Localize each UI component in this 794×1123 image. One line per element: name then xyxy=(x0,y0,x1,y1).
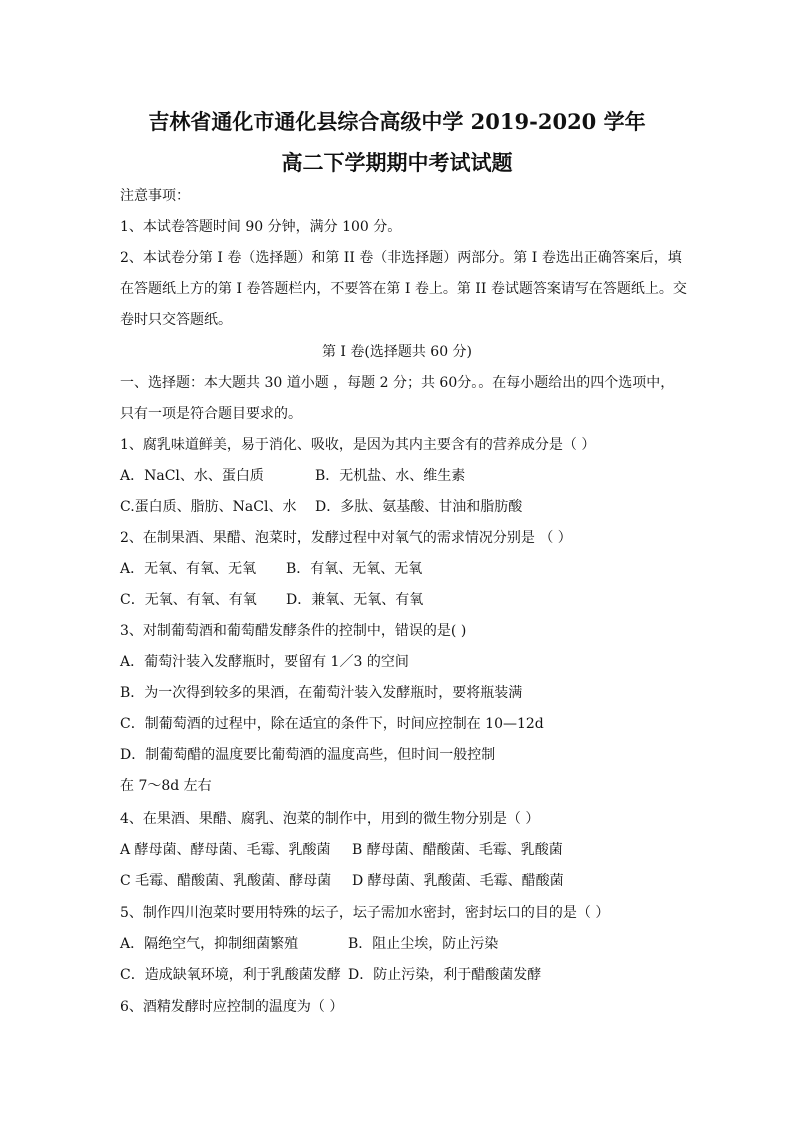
question-2-option-d: D．兼氧、无氧、有氧 xyxy=(286,592,424,608)
notice-item-2-line1: 2、本试卷分第 I 卷（选择题）和第 II 卷（非选择题）两部分。第 I 卷选出正确答案后，填 xyxy=(120,250,682,266)
question-1-options-row2 xyxy=(120,498,700,516)
question-6-stem: 6、酒精发酵时应控制的温度为（ ） xyxy=(120,999,344,1015)
section-title: 第 I 卷(选择题共 60 分) xyxy=(321,344,473,360)
question-2-option-b: B．有氧、无氧、无氧 xyxy=(286,561,423,577)
question-3-option-b: B．为一次得到较多的果酒，在葡萄汁装入发酵瓶时，要将瓶装满 xyxy=(120,685,523,701)
question-4-options-row2 xyxy=(120,872,700,890)
question-3-stem: 3、对制葡萄酒和葡萄醋发酵条件的控制中，错误的是( ) xyxy=(120,623,467,639)
notice-item-2-line2: 在答题纸上方的第 I 卷答题栏内，不要答在第 I 卷上。第 II 卷试题答案请写在答题纸上。交 xyxy=(120,281,687,297)
question-2-option-c: C．无氧、有氧、有氧 xyxy=(120,592,257,608)
question-5-option-a: A．隔绝空气，抑制细菌繁殖 xyxy=(120,936,299,952)
question-4-option-d: D 酵母菌、乳酸菌、毛霉、醋酸菌 xyxy=(352,873,564,889)
question-5-option-c: C．造成缺氧环境，利于乳酸菌发酵 xyxy=(120,967,341,983)
question-4-option-c: C 毛霉、醋酸菌、乳酸菌、酵母菌 xyxy=(120,873,332,889)
question-2-options-row2 xyxy=(120,591,700,609)
question-5-options-row2 xyxy=(120,966,700,984)
question-4-options-row1 xyxy=(120,841,700,859)
question-1-option-b: B．无机盐、水、维生素 xyxy=(315,468,466,484)
question-1-stem: 1、腐乳味道鲜美，易于消化、吸收，是因为其内主要含有的营养成分是（ ） xyxy=(120,437,596,453)
question-4-option-a: A 酵母菌、酵母菌、毛霉、乳酸菌 xyxy=(120,842,331,858)
question-4-stem: 4、在果酒、果醋、腐乳、泡菜的制作中，用到的微生物分别是（ ） xyxy=(120,811,540,827)
section-instruction-line1: 一、选择题：本大题共 30 道小题 ，每题 2 分；共 60分。。在每小题给出的四个选项中， xyxy=(120,375,675,391)
question-3-option-c: C．制葡萄酒的过程中，除在适宜的条件下，时间应控制在 10—12d xyxy=(120,716,544,732)
notice-item-2-line3: 卷时只交答题纸。 xyxy=(120,312,232,328)
question-4-option-b: B 酵母菌、醋酸菌、毛霉、乳酸菌 xyxy=(352,842,563,858)
question-5-stem: 5、制作四川泡菜时要用特殊的坛子，坛子需加水密封，密封坛口的目的是（ ） xyxy=(120,905,610,921)
question-5-options-row1 xyxy=(120,935,700,953)
question-2-stem: 2、在制果酒、果醋、泡菜时，发酵过程中对氧气的需求情况分别是 （ ） xyxy=(120,530,572,546)
notice-heading: 注意事项： xyxy=(120,188,190,204)
question-5-option-d: D．防止污染，利于醋酸菌发酵 xyxy=(348,967,542,983)
question-3-option-d-continued: 在 7～8d 左右 xyxy=(120,778,212,794)
notice-item-1: 1、本试卷答题时间 90 分钟，满分 100 分。 xyxy=(120,219,402,235)
exam-title-line2: 高二下学期期中考试试题 xyxy=(281,150,513,175)
exam-title-line1: 吉林省通化市通化县综合高级中学 2019-2020 学年 xyxy=(148,109,646,134)
question-2-option-a: A．无氧、有氧、无氧 xyxy=(120,561,257,577)
question-5-option-b: B．阻止尘埃，防止污染 xyxy=(348,936,499,952)
question-1-option-c: C.蛋白质、脂肪、NaCl、水 xyxy=(120,499,297,515)
question-2-options-row1 xyxy=(120,560,700,578)
question-3-option-d: D．制葡萄醋的温度要比葡萄酒的温度高些，但时间一般控制 xyxy=(120,747,496,763)
question-1-option-d: D．多肽、氨基酸、甘油和脂肪酸 xyxy=(315,499,523,515)
section-instruction-line2: 只有一项是符合题目要求的。 xyxy=(120,406,302,422)
question-1-option-a: A．NaCl、水、蛋白质 xyxy=(120,468,264,484)
question-3-option-a: A．葡萄汁装入发酵瓶时，要留有 1／3 的空间 xyxy=(120,654,409,670)
question-1-options-row1 xyxy=(120,467,700,485)
